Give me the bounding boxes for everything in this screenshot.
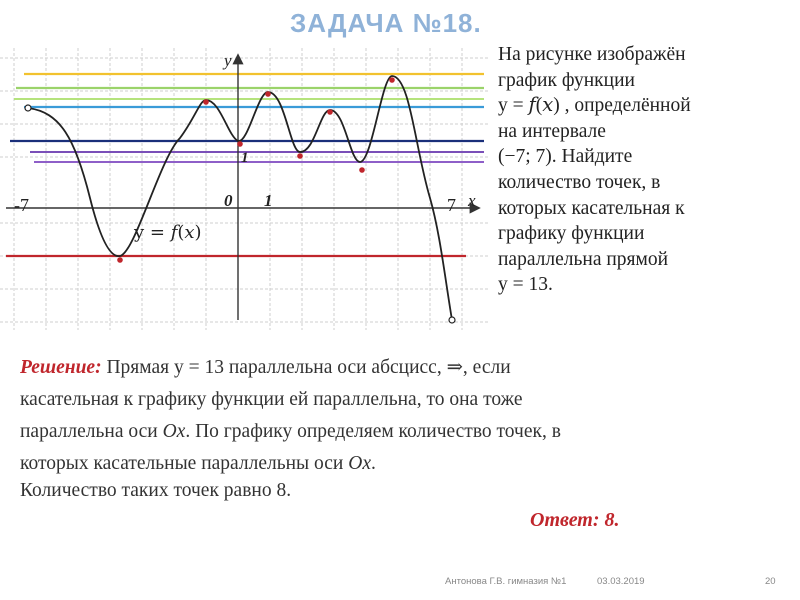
function-curve — [28, 76, 452, 320]
x-unit-label: 1 — [264, 191, 273, 210]
solution-text-part: параллельна оси — [20, 421, 163, 442]
x-min-label: -7 — [14, 195, 29, 215]
slide-title: ЗАДАЧА №18. — [290, 8, 482, 38]
problem-line: графику функции — [498, 223, 645, 245]
extremum-point — [297, 153, 303, 159]
problem-line: y = 13. — [498, 274, 553, 296]
grid — [0, 48, 490, 330]
solution-text-part: . — [370, 453, 376, 474]
solution-text-part: которых касательные параллельны оси — [20, 453, 349, 474]
extremum-point — [389, 77, 395, 83]
x-axis-label: x — [468, 191, 476, 210]
extremum-point — [237, 141, 243, 147]
solution-text-part: . По графику определяем количество точек, в — [185, 421, 561, 442]
x-max-label: 7 — [447, 195, 456, 215]
problem-line: (−7; 7). Найдите — [498, 146, 633, 168]
curve-end-open — [449, 317, 455, 323]
function-graph — [0, 48, 500, 338]
solution-line-1-text: Прямая y = 13 параллельна оси абсцисс, ⇒, если — [101, 357, 511, 378]
y-axis-label: y — [224, 51, 232, 70]
solution-label: Решение: — [20, 357, 102, 378]
problem-statement — [498, 42, 798, 298]
problem-line: количество точек, в — [498, 171, 661, 193]
solution-line-4 — [20, 448, 790, 480]
problem-line: На рисунке изображён — [498, 44, 686, 65]
problem-line: график функции — [498, 69, 635, 91]
footer-author: Антонова Г.В. гимназия №1 — [445, 576, 567, 587]
extremum-point — [359, 167, 365, 173]
problem-line: на интервале — [498, 120, 606, 142]
function-label: y = 𝑓(𝑥) — [134, 222, 202, 243]
problem-line: y = 𝑓(𝑥) , определённой — [498, 95, 691, 117]
count-statement: Количество таких точек равно 8. — [20, 480, 292, 501]
extremum-point — [327, 109, 333, 115]
axis-name: Ox — [348, 453, 371, 474]
extremum-point — [117, 257, 123, 263]
footer-page-number: 20 — [765, 576, 776, 587]
axis-name: Ox — [162, 421, 186, 442]
problem-line: параллельна прямой — [498, 248, 669, 270]
extremum-point — [265, 91, 271, 97]
answer: Ответ: 8. — [530, 509, 620, 531]
problem-line: которых касательная к — [498, 197, 685, 219]
solution-text — [20, 352, 790, 480]
solution-line-2: касательная к графику функции ей параллельна, то она тоже — [20, 389, 523, 410]
extremum-point — [203, 99, 209, 105]
solution-line-1 — [20, 352, 790, 384]
solution-line-3 — [20, 416, 790, 448]
y-unit-label: 1 — [241, 150, 249, 166]
curve-start-open — [25, 105, 31, 111]
origin-label: 0 — [224, 191, 233, 210]
footer-date: 03.03.2019 — [597, 576, 645, 587]
